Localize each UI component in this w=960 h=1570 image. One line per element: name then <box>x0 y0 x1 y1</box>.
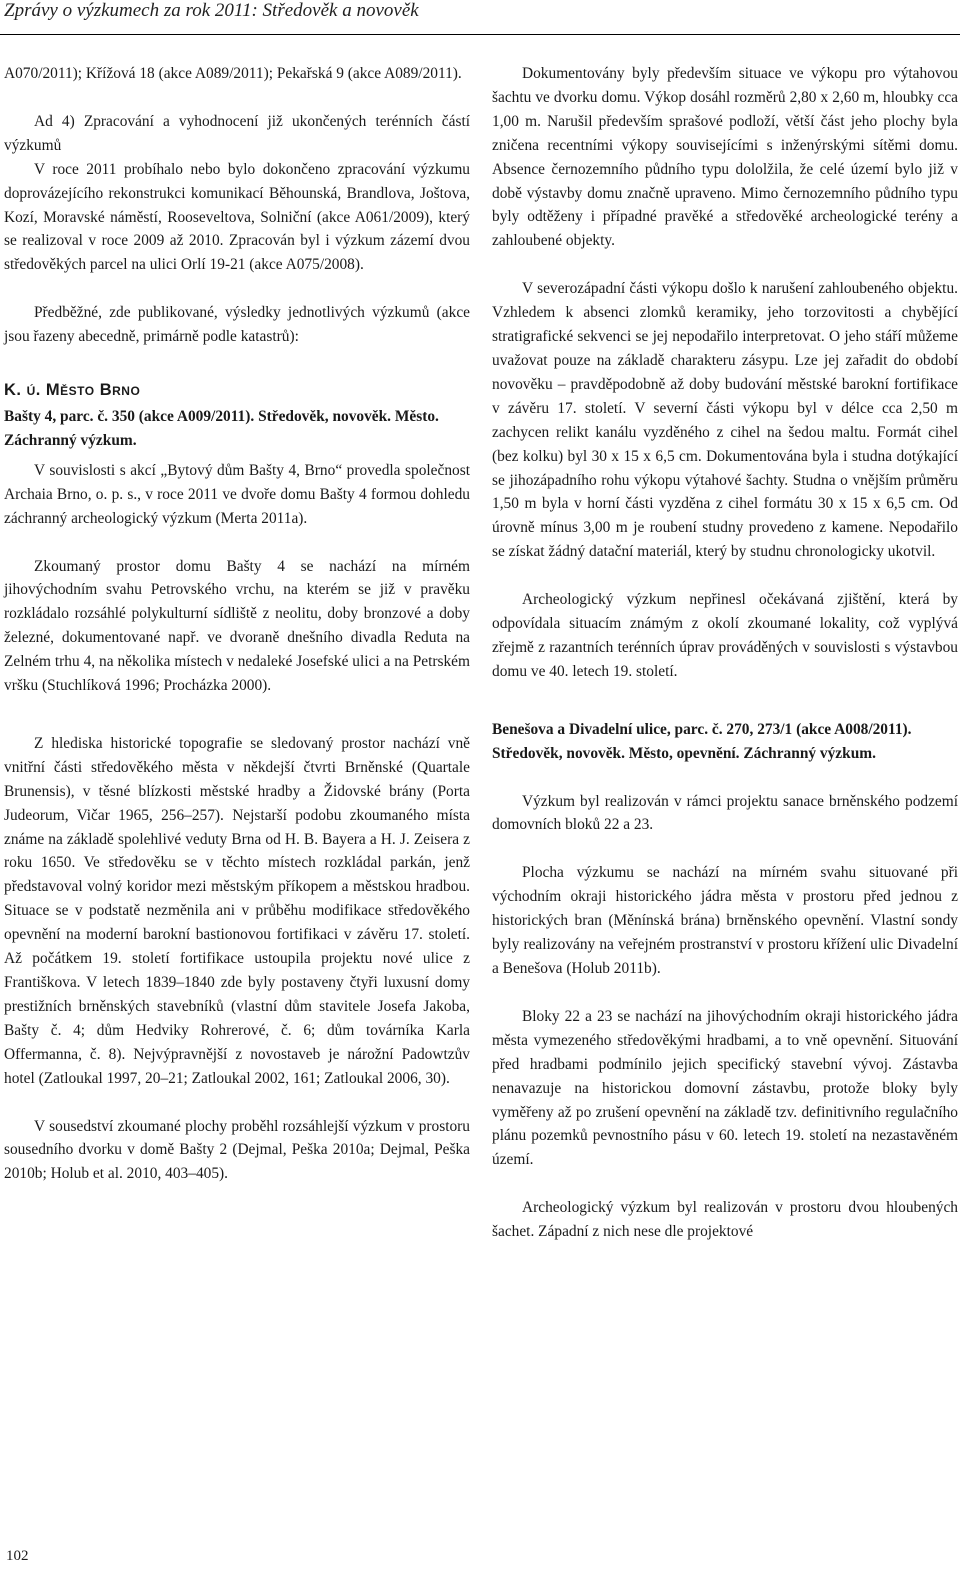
paragraph: Archeologický výzkum byl realizován v prostoru dvou hloubených šachet. Západní z nich nese dle projektové <box>492 1199 958 1241</box>
header-rule <box>0 34 960 35</box>
running-title: Zprávy o výzkumech za rok 2011: Středověk a novověk <box>4 0 419 21</box>
right-column <box>492 62 958 1244</box>
site-heading: Bašty 4, parc. č. 350 (akce A009/2011). Středověk, novověk. Město. Záchranný výzkum. <box>4 407 439 449</box>
paragraph: Bloky 22 a 23 se nachází na jihovýchodním okraji historického jádra města vymezeného středověkými hradbami, a to vně opevnění. Situování před hradbami podmínilo jejich specifický stavební vývoj. Zástavba nenavazuje na historickou domovní zástavbu, protože bloky byly vyměřeny až po zrušení opevnění na základě tzv. definitivního regulačního plánu pozemků pevnostního pásu v 60. letech 19. století na nezastavěném území. <box>492 1007 958 1169</box>
paragraph: Z hlediska historické topografie se sledovaný prostor nachází vně vnitřní části středověkého města v někdejší čtvrti Brněnské (Quartale Brunensis), v těsné blízkosti městské hradby a Židovské brány (Porta Judeorum, Vičar 1965, 256–257). Nejstarší podobu zkoumaného místa známe na základě spolehlivé veduty Brna od H. B. Bayera a H. J. Zeisera z roku 1650. Ve středověku se v těchto místech rozkládal parkán, jenž představoval volný koridor mezi městským příkopem a městskou hradbou. Situace se v podstatě nezměnila ani v průběhu modifikace středověkého opevnění na moderní barokní bastionovou fortifikaci v závěru 17. století. Až počátkem 19. století fortifikace ustoupila projektu nové ulice z Františkova. V letech 1839–1840 zde byly postaveny čtyři luxusní domy prestižních brněnských stavebníků (vlastní dům stavitele Josefa Jakoba, Bašty č. 4; dům Hedviky Rohrerové, č. 6; dům továrníka Karla Offermanna, č. 8). Nejvýpravnější z novostaveb je nárožní Padowtzův hotel (Zatloukal 1997, 20–21; Zatloukal 2002, 161; Zatloukal 2006, 30). <box>4 734 470 1087</box>
section-heading: K. ú. Město Brno <box>4 381 141 400</box>
left-column <box>4 62 470 1186</box>
site-heading: Benešova a Divadelní ulice, parc. č. 270, 273/1 (akce A008/2011). Středověk, novověk. Město, opevnění. Záchranný výzkum. <box>492 720 912 762</box>
paragraph: V sousedství zkoumané plochy proběhl rozsáhlejší výzkum v prostoru sousedního dvorku v domě Bašty 2 (Dejmal, Peška 2010a; Dejmal, Peška 2010b; Holub et al. 2010, 403–405). <box>4 1117 470 1183</box>
paragraph: V roce 2011 probíhalo nebo bylo dokončeno zpracování výzkumu doprovázejícího rekonstrukci komunikací Běhounská, Brandlova, Joštova, Kozí, Moravské náměstí, Rooseveltova, Solniční (akce A061/2009), který se realizoval v roce 2009 až 2010. Zpracován byl i výzkum zázemí dvou středověkých parcel na ulici Orlí 19-21 (akce A075/2008). <box>4 160 470 274</box>
paragraph: Ad 4) Zpracování a vyhodnocení již ukončených terénních částí výzkumů <box>4 112 470 154</box>
paragraph: Zkoumaný prostor domu Bašty 4 se nachází na mírném jihovýchodním svahu Petrovského vrchu, na kterém se již v pravěku rozkládalo rozsáhlé polykulturní sídliště z neolitu, doby bronzové a doby železné, dokumentované např. ve dvoraně dnešního divadla Reduta na Zelném trhu 4, na několika místech v nedaleké Josefské ulici a na Petrském vršku (Stuchlíková 1996; Procházka 2000). <box>4 557 470 695</box>
paragraph: Archeologický výzkum nepřinesl očekávaná zjištění, která by odpovídala situacím známým z okolí zkoumané lokality, což vyplývá zřejmě z razantních terénních úprav prováděných v souvislosti s výstavbou domu ve 40. letech 19. století. <box>492 591 958 680</box>
paragraph: Dokumentovány byly především situace ve výkopu pro výtahovou šachtu ve dvorku domu. Výkop dosáhl rozměrů 2,80 x 2,60 m, hloubky cca 1,00 m. Narušil především sprašové podloží, větší část jeho plochy byla zničena recentními výkopy souvisejícími s inženýrskými sítěmi domu. Absence černozemního půdního typu dololžila, že celé území bylo již v době výstavby domu značně upraveno. Mimo černozemního půdního typu byly odtěženy i případné pravěké a středověké archeologické terény a zahloubené objekty. <box>492 65 958 250</box>
paragraph: Výzkum byl realizován v rámci projektu sanace brněnského podzemí domovních bloků 22 a 23. <box>492 792 958 834</box>
paragraph: V severozápadní části výkopu došlo k narušení zahloubeného objektu. Vzhledem k absenci zlomků keramiky, jeho torzovitosti a chybějící stratigrafické sekvenci se jej nepodařilo interpretovat. O jeho stáří můžeme uvažovat pouze na základě charakteru zásypu. Lze jej zařadit do období novověku – pravděpodobně až doby budování městské barokní fortifikace v závěru 17. století. V severní části výkopu byl v délce cca 2,50 m zachycen relikt kanálu vyzděného z cihel na šedou maltu. Formát cihel (bez kolku) byl 30 x 15 x 6,5 cm. Dokumentována byla i studna dotýkající se jihozápadního rohu výkopu výtahové šachty. Studna o vnějším průměru 1,50 m byla v horní části vyzděna z cihel formátu 30 x 15 x 6,5 cm. Od úrovně mínus 3,00 m je roubení studny provedeno z kamene. Nepodařilo se získat žádný datační materiál, který by studnu chronologicky ukotvil. <box>492 280 958 561</box>
paragraph: Předběžné, zde publikované, výsledky jednotlivých výzkumů (akce jsou řazeny abecedně, primárně podle katastrů): <box>4 304 470 346</box>
paragraph: V souvislosti s akcí „Bytový dům Bašty 4, Brno“ provedla společnost Archaia Brno, o. p. s., v roce 2011 ve dvoře domu Bašty 4 formou dohledu záchranný archeologický výzkum (Merta 2011a). <box>4 461 470 527</box>
page-number: 102 <box>6 1548 29 1564</box>
paragraph: A070/2011); Křížová 18 (akce A089/2011); Pekařská 9 (akce A089/2011). <box>4 65 462 82</box>
paragraph: Plocha výzkumu se nachází na mírném svahu situované při východním okraji historického jádra města v prostoru před jednou z historických bran (Měnínská brána) brněnského opevnění. Vlastní sondy byly realizovány na veřejném prostranství v prostoru křížení ulic Divadelní a Benešova (Holub 2011b). <box>492 864 958 977</box>
